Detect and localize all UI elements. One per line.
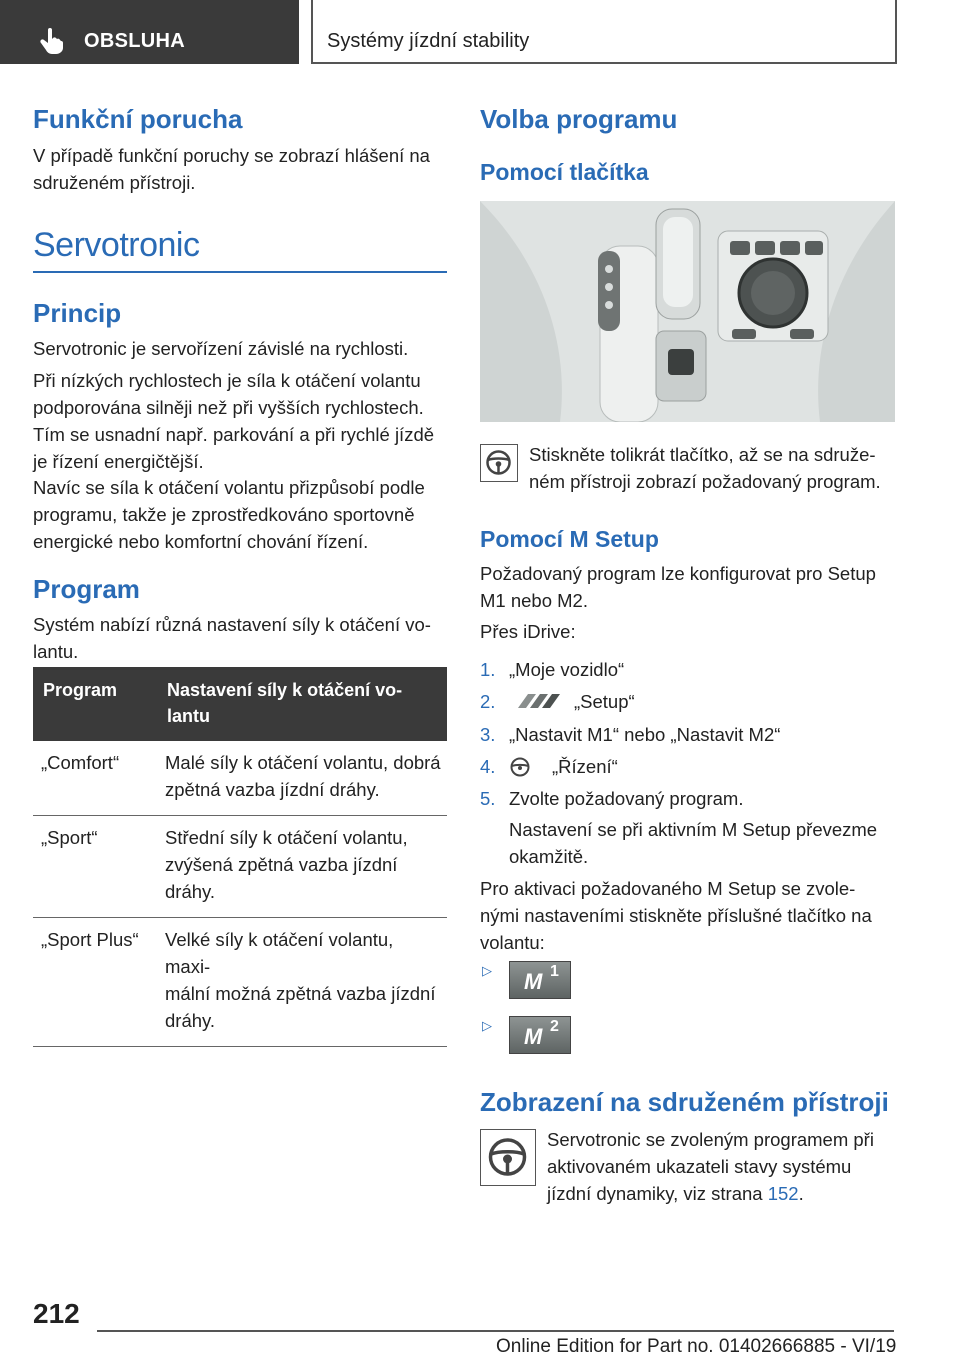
button-instruction: Stiskněte tolikrát tlačítko, až se na sdruže- ném přístroji zobrazí požadovaný program. — [529, 444, 881, 492]
activation-text: Pro aktivaci požadovaného M Setup se zvole- nými nastaveními stiskněte příslušné tlačítko na volantu: — [480, 878, 872, 953]
step-number: 5. — [480, 788, 496, 809]
section-tab — [0, 0, 299, 64]
chapter-title: Systémy jízdní stability — [327, 30, 530, 52]
hand-pointer-icon — [40, 28, 64, 54]
program-heading: Program — [33, 574, 140, 604]
chapter-header — [311, 0, 897, 64]
steering-wheel-icon — [481, 445, 516, 480]
table-row — [33, 918, 447, 1047]
program-cell: „Comfort“ — [33, 741, 157, 816]
m1-button: M 1 — [509, 961, 571, 999]
malfunction-text: V případě funkční poruchy se zobrazí hlášení na sdruženém přístroji. — [33, 145, 430, 193]
step-text: „Moje vozidlo“ — [509, 659, 625, 680]
setting-cell: Malé síly k otáčení volantu, dobrá zpětná vazba jízdní dráhy. — [157, 741, 447, 816]
setting-cell: Střední síly k otáčení volantu, zvýšená zpětná vazba jízdní dráhy. — [157, 816, 447, 918]
center-console-photo — [480, 201, 895, 422]
center-console-illustration — [480, 201, 895, 422]
step-text: „Nastavit M1“ nebo „Nastavit M2“ — [509, 724, 781, 745]
page-number: 212 — [33, 1298, 80, 1329]
bullet-triangle: ▷ — [482, 963, 492, 978]
msetup-heading: Pomocí M Setup — [480, 526, 659, 552]
display-text: Servotronic se zvoleným programem při aktivovaném ukazateli stavy systému jízdní dynamiky, viz strana 152. — [547, 1129, 874, 1204]
principle-p1: Servotronic je servořízení závislé na rychlosti. — [33, 338, 409, 359]
selection-heading: Volba programu — [480, 104, 678, 134]
button-subheading: Pomocí tlačítka — [480, 159, 649, 185]
edition-note: Online Edition for Part no. 01402666885 - VI/19 — [496, 1336, 897, 1357]
principle-p2: Při nízkých rychlostech je síla k otáčení volantu podporována silněji než při vyšších rychlostech. Tím se usnadní např. parkování a při rychlé jízdě je řízení energičtější. — [33, 370, 435, 472]
page-link[interactable]: 152 — [767, 1183, 799, 1204]
section-label: OBSLUHA — [84, 30, 185, 52]
step5-note: Nastavení se při aktivním M Setup převezme okamžitě. — [509, 819, 878, 867]
principle-heading: Princip — [33, 298, 122, 328]
program-table — [33, 667, 447, 1047]
step-text: „Setup“ — [574, 691, 635, 712]
step-text: Zvolte požadovaný program. — [509, 788, 744, 809]
m2-button: M 2 — [509, 1016, 571, 1054]
program-cell: „Sport“ — [33, 816, 157, 918]
steering-wheel-icon — [509, 756, 531, 778]
table-row — [33, 816, 447, 918]
idrive-via: Přes iDrive: — [480, 621, 576, 642]
servotronic-heading: Servotronic — [33, 226, 447, 273]
program-cell: „Sport Plus“ — [33, 918, 157, 1047]
step-number: 4. — [480, 756, 496, 777]
steering-wheel-icon — [481, 1130, 534, 1184]
step-number: 1. — [480, 659, 496, 680]
table-header-program: Program — [33, 667, 157, 741]
display-heading: Zobrazení na sdruženém přístroji — [480, 1087, 889, 1117]
msetup-text: Požadovaný program lze konfigurovat pro Setup M1 nebo M2. — [480, 563, 876, 611]
malfunction-heading: Funkční porucha — [33, 104, 243, 134]
steering-wheel-button — [480, 444, 518, 482]
principle-p3: Navíc se síla k otáčení volantu přizpůsobí podle programu, takže je zprostředkováno sportovně energické nebo komfortní chování řízení. — [33, 477, 425, 552]
table-row — [33, 741, 447, 816]
step-number: 2. — [480, 691, 496, 712]
step-number: 3. — [480, 724, 496, 745]
settings-stripes-icon — [512, 690, 562, 712]
table-header-setting: Nastavení síly k otáčení vo- lantu — [157, 667, 447, 741]
bullet-triangle: ▷ — [482, 1018, 492, 1033]
steering-wheel-indicator — [480, 1129, 536, 1186]
footer-rule — [97, 1330, 894, 1332]
program-text: Systém nabízí různá nastavení síly k otáčení vo- lantu. — [33, 614, 431, 662]
setting-cell: Velké síly k otáčení volantu, maxi- mální možná zpětná vazba jízdní dráhy. — [157, 918, 447, 1047]
step-text: „Řízení“ — [552, 756, 618, 777]
table-header-row — [33, 667, 447, 741]
